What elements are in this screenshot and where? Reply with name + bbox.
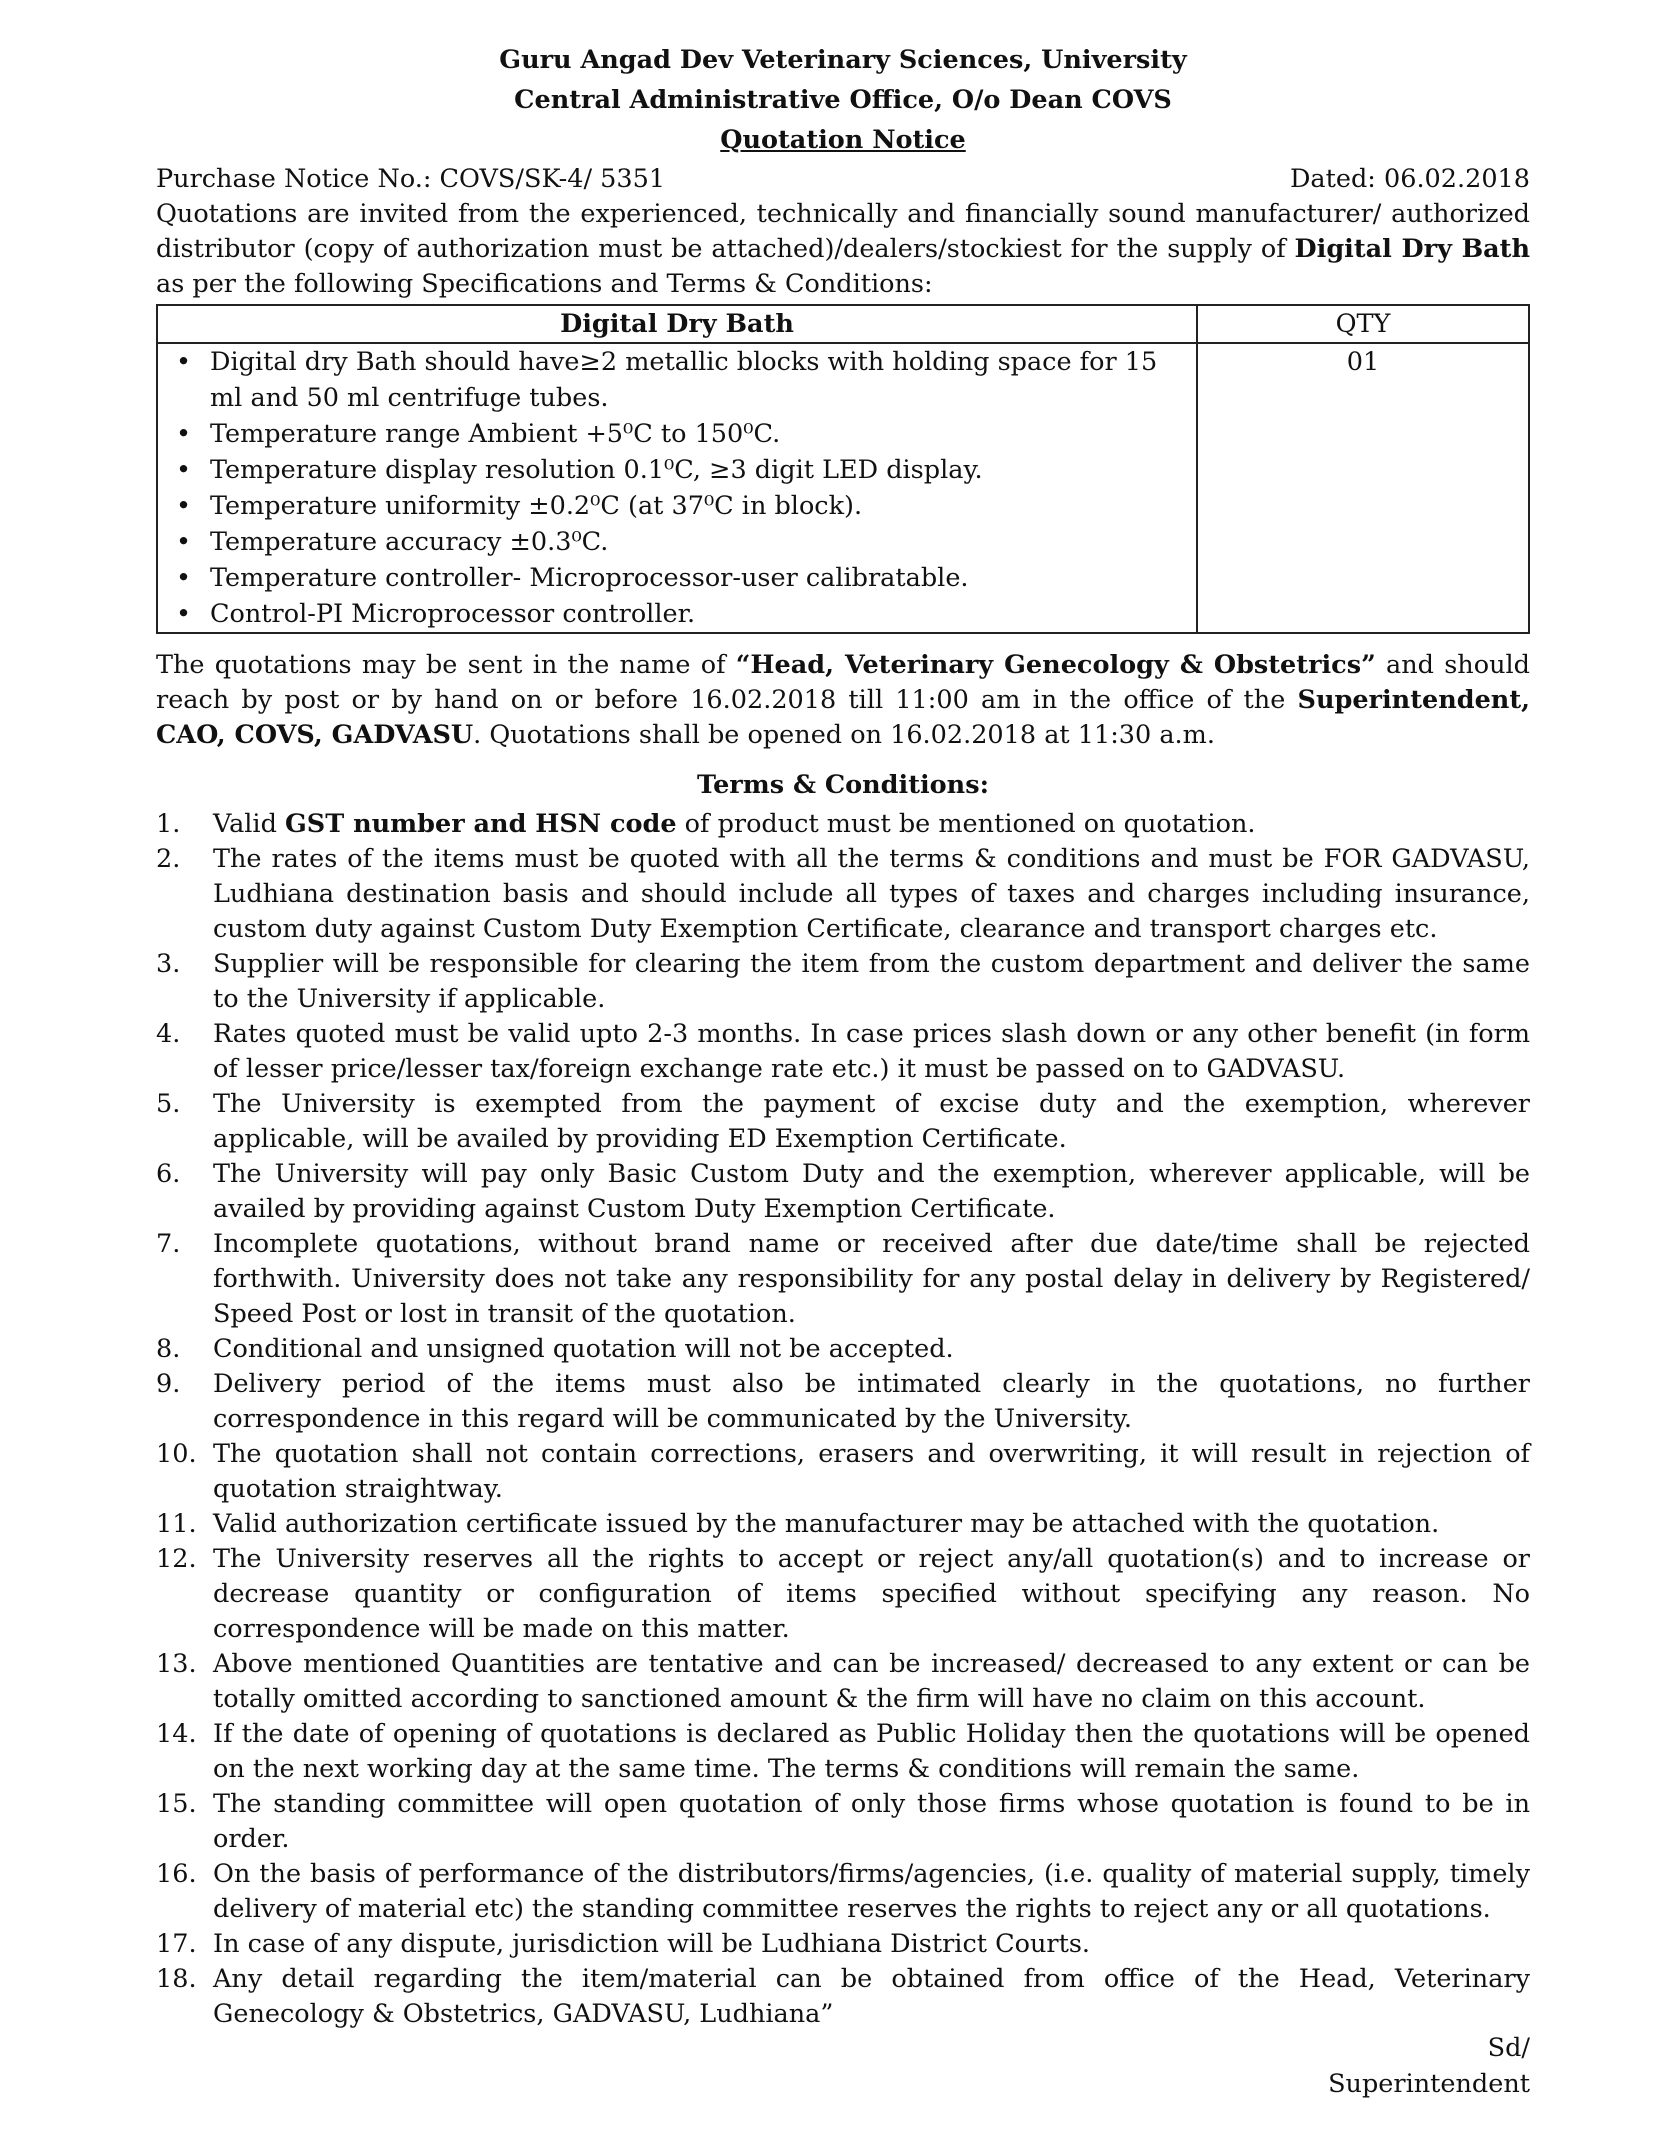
qty-column-header: QTY bbox=[1197, 305, 1529, 343]
list-item: • Digital dry Bath should have≥2 metallic blocks with holding space for 15 ml and 50 ml centrifuge tubes. bbox=[168, 344, 1186, 416]
list-item: • Temperature uniformity ±0.2⁰C (at 37⁰C in block). bbox=[168, 488, 1186, 524]
purchase-notice-number: Purchase Notice No.: COVS/SK-4/ 5351 bbox=[156, 164, 666, 194]
list-item: 13. Above mentioned Quantities are tentative and can be increased/ decreased to any extent or can be totally omitted according to sanctioned amount & the firm will have no claim on this account. bbox=[156, 1649, 1530, 1714]
table-header-row bbox=[157, 305, 1529, 343]
office-name: Central Administrative Office, O/o Dean COVS bbox=[514, 85, 1172, 115]
list-item: 12. The University reserves all the rights to accept or reject any/all quotation(s) and to increase or decrease quantity or configuration of items specified without specifying any reason. No correspondence will be made on this matter. bbox=[156, 1544, 1530, 1644]
signature-block bbox=[1328, 2030, 1530, 2102]
signature-mark: Sd/ bbox=[1487, 2033, 1530, 2063]
list-item: 14. If the date of opening of quotations is declared as Public Holiday then the quotations will be opened on the next working day at the same time. The terms & conditions will remain the same. bbox=[156, 1719, 1530, 1784]
item-name: Digital Dry Bath bbox=[1294, 234, 1530, 264]
list-item: 11. Valid authorization certificate issued by the manufacturer may be attached with the quotation. bbox=[156, 1509, 1440, 1539]
terms-title: Terms & Conditions: bbox=[697, 770, 989, 800]
terms-list bbox=[156, 807, 1530, 2032]
qty-cell: 01 bbox=[1197, 343, 1529, 633]
specs-cell bbox=[157, 343, 1197, 633]
list-item: 5. The University is exempted from the payment of excise duty and the exemption, wherever applicable, will be availed by providing ED Exemption Certificate. bbox=[156, 1089, 1530, 1154]
table-row bbox=[157, 343, 1529, 633]
quotation-notice-page bbox=[156, 40, 1530, 2032]
notice-date: Dated: 06.02.2018 bbox=[1289, 164, 1530, 194]
signatory-title: Superintendent bbox=[1328, 2069, 1530, 2099]
list-item: 15. The standing committee will open quotation of only those firms whose quotation is found to be in order. bbox=[156, 1789, 1530, 1854]
item-column-header: Digital Dry Bath bbox=[157, 305, 1197, 343]
intro-paragraph: Quotations are invited from the experienced, technically and financially sound manufacturer/ authorized distributor (copy of authorization must be attached)/dealers/stockiest for the supply of Digital Dry Bath as per the following Specifications and Terms & Conditions: bbox=[156, 199, 1530, 299]
list-item: • Temperature accuracy ±0.3⁰C. bbox=[168, 524, 1186, 560]
spec-list bbox=[168, 344, 1186, 632]
list-item: 17. In case of any dispute, jurisdiction will be Ludhiana District Courts. bbox=[156, 1929, 1091, 1959]
list-item: 3. Supplier will be responsible for clearing the item from the custom department and deliver the same to the University if applicable. bbox=[156, 949, 1530, 1014]
list-item: 16. On the basis of performance of the distributors/firms/agencies, (i.e. quality of material supply, timely delivery of material etc) the standing committee reserves the rights to reject any or all quotations. bbox=[156, 1859, 1530, 1924]
university-name: Guru Angad Dev Veterinary Sciences, University bbox=[499, 45, 1187, 75]
list-item: 7. Incomplete quotations, without brand name or received after due date/time shall be rejected forthwith. University does not take any responsibility for any postal delay in delivery by Registered/ Speed Post or lost in transit of the quotation. bbox=[156, 1229, 1530, 1329]
specification-table bbox=[156, 304, 1530, 634]
notice-meta-row bbox=[156, 162, 1530, 197]
list-item: 6. The University will pay only Basic Custom Duty and the exemption, wherever applicable, will be availed by providing against Custom Duty Exemption Certificate. bbox=[156, 1159, 1530, 1224]
list-item: 10. The quotation shall not contain corrections, erasers and overwriting, it will result in rejection of quotation straightway. bbox=[156, 1439, 1530, 1504]
list-item: 9. Delivery period of the items must also be intimated clearly in the quotations, no further correspondence in this regard will be communicated by the University. bbox=[156, 1369, 1530, 1434]
list-item: 1. Valid GST number and HSN code of product must be mentioned on quotation. bbox=[156, 809, 1256, 839]
submission-paragraph: The quotations may be sent in the name of “Head, Veterinary Genecology & Obstetrics” and should reach by post or by hand on or before 16.02.2018 till 11:00 am in the office of the Superintendent, CAO, COVS, GADVASU. Quotations shall be opened on 16.02.2018 at 11:30 a.m. bbox=[156, 650, 1530, 750]
list-item: • Temperature display resolution 0.1⁰C, ≥3 digit LED display. bbox=[168, 452, 1186, 488]
list-item: 2. The rates of the items must be quoted with all the terms & conditions and must be FOR GADVASU, Ludhiana destination basis and should include all types of taxes and charges including insurance, custom duty against Custom Duty Exemption Certificate, clearance and transport charges etc. bbox=[156, 844, 1530, 944]
list-item: • Temperature controller- Microprocessor-user calibratable. bbox=[168, 560, 1186, 596]
list-item: • Control-PI Microprocessor controller. bbox=[168, 596, 1186, 632]
notice-title: Quotation Notice bbox=[720, 125, 966, 155]
list-item: • Temperature range Ambient +5⁰C to 150⁰C. bbox=[168, 416, 1186, 452]
list-item: 18. Any detail regarding the item/material can be obtained from office of the Head, Veterinary Genecology & Obstetrics, GADVASU, Ludhiana” bbox=[156, 1964, 1530, 2029]
list-item: 8. Conditional and unsigned quotation will not be accepted. bbox=[156, 1334, 954, 1364]
list-item: 4. Rates quoted must be valid upto 2-3 months. In case prices slash down or any other benefit (in form of lesser price/lesser tax/foreign exchange rate etc.) it must be passed on to GADVASU. bbox=[156, 1019, 1530, 1084]
